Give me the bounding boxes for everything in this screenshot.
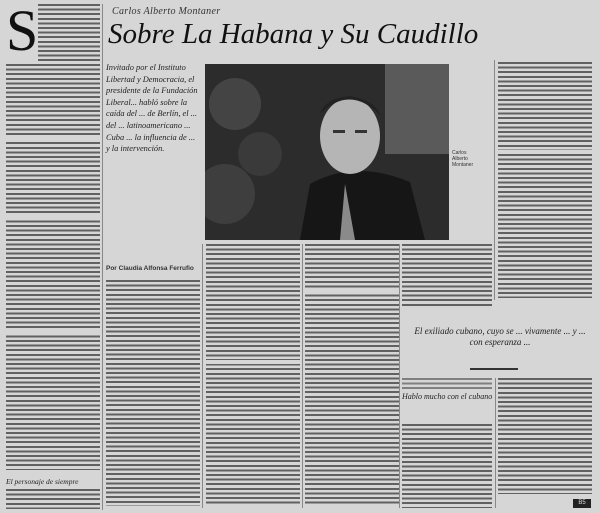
text-column-7 bbox=[498, 378, 592, 494]
portrait-illustration bbox=[205, 64, 449, 240]
article-headline: Sobre La Habana y Su Caudillo bbox=[108, 18, 479, 50]
right-subhead: Hablo mucho con el cubano bbox=[402, 392, 493, 401]
pull-quote: El exiliado cubano, cuyo se ... vivamente ... y ... con esperanza ... bbox=[414, 326, 586, 347]
text-column-6a bbox=[402, 378, 492, 390]
article-deck: Invitado por el Instituto Libertad y Democracia, el presidente de la Fundación Liberal... habló sobre la caída del ... de Berlín, el ... del ... latinoamericano ... Cuba ... la influencia de ... y la intervención. bbox=[106, 63, 198, 154]
author-photo bbox=[205, 64, 449, 240]
article-byline: Por Claudia Alfonsa Ferrufio bbox=[106, 265, 194, 272]
text-column-1c bbox=[6, 489, 100, 509]
left-subhead: El personaje de siempre bbox=[6, 477, 79, 486]
text-column-4 bbox=[305, 244, 399, 506]
text-column-right-top bbox=[498, 62, 592, 298]
text-column-2 bbox=[106, 280, 200, 506]
text-column-1b bbox=[6, 64, 100, 470]
text-column-5 bbox=[402, 244, 492, 306]
drop-cap: S bbox=[6, 0, 39, 63]
author-kicker: Carlos Alberto Montaner bbox=[112, 6, 221, 17]
pull-quote-rule bbox=[470, 368, 518, 370]
text-column-6b bbox=[402, 424, 492, 508]
text-column-1a bbox=[38, 4, 100, 62]
page-number: B5 bbox=[573, 499, 591, 508]
text-column-3 bbox=[206, 244, 300, 506]
photo-caption: Carlos Alberto Montaner bbox=[452, 150, 474, 168]
